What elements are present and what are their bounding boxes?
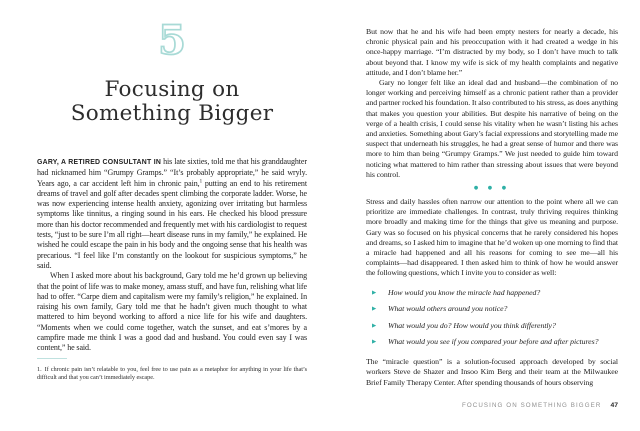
triangle-right-icon: ▶ bbox=[372, 289, 377, 296]
bullet-text: What would others around you notice? bbox=[388, 304, 508, 314]
triangle-right-icon: ▶ bbox=[372, 339, 377, 346]
left-body-text bbox=[37, 157, 307, 354]
paragraph-text: his late sixties, told me that his granddaughter had nicknamed him “Grumpy Gramps.” “It’s probably appropriate,” he said wryly. Years ago, a car accident left him in chronic pain, bbox=[37, 157, 307, 188]
bullet-text: What would you see if you compared your before and after pictures? bbox=[388, 337, 599, 347]
paragraph-text: putting an end to his retirement dreams of travel and golf after decades spent climbing the corporate ladder. Worse, he was now experiencing intense health anxiety, agonizing over irritating but harmless symptoms like tinnitus, a ringing sound in his ears. He checked his blood pressure more than his doctor recommended and frequently met with his cardiologist to request tests, “just to be sure I’m all right—heart disease runs in my family,” he explained. He wished he could escape the pain in his body and the ongoing sense that his health was precarious. “I feel like I’m constantly on the lookout for suspicious symptoms,” he said. bbox=[37, 178, 307, 270]
footnote-number: 1. bbox=[37, 366, 42, 373]
right-page bbox=[366, 0, 618, 431]
bullet-list bbox=[366, 288, 618, 348]
footnote-text: If chronic pain isn’t relatable to you, feel free to use pain as a metaphor for anything in your life that’s difficult and that you can’t immediately escape. bbox=[37, 366, 307, 382]
chapter-title-line-1: Focusing on bbox=[104, 77, 240, 102]
running-footer bbox=[366, 402, 618, 409]
body-paragraph: But now that he and his wife had been empty nesters for nearly a decade, his chronic physical pain and his preoccupation with it had created a wedge in his once-happy marriage. “I’m distracted by my body, so I don’t have much to talk about beyond that. I know my wife is sick of my health complaints and negative attitude, and I don’t blame her.” bbox=[366, 27, 618, 77]
left-page bbox=[37, 0, 307, 431]
bullet-text: How would you know the miracle had happened? bbox=[388, 287, 541, 297]
footnote-rule bbox=[37, 358, 67, 359]
footnote bbox=[37, 366, 307, 382]
chapter-title bbox=[37, 78, 307, 126]
footnote-area bbox=[37, 358, 307, 382]
chapter-number: 5 bbox=[158, 17, 186, 64]
body-paragraph bbox=[37, 157, 307, 271]
body-paragraph: When I asked more about his background, Gary told me he’d grown up believing that the point of life was to make money, amass stuff, and have fun, relishing what life had to offer. “Carpe diem and capitalism were my family’s religion,” he explained. In raising his own family, Gary told me that he hadn’t given much thought to what mattered to him beyond working to afford a nice life for his wife and daughters. “Moments when we could come together, watch the sunset, and eat s’mores by a campfire made me think I was a good dad and husband. You could even say I was content,” he said. bbox=[37, 271, 307, 353]
footer-running-head: FOCUSING ON SOMETHING BIGGER bbox=[462, 402, 602, 409]
body-paragraph: Gary no longer felt like an ideal dad and husband—the combination of no longer working and perceiving himself as a chronic patient rather than a provider and partner rocked his foundation. It also contributed to his stress, as does anything that makes you question your abilities. But despite his narrative of being on the verge of a health crisis, I could sense his vitality when he wasn’t listing his aches and anxieties. Something about Gary’s facial expressions and storytelling made me suspect that underneath his struggles, he had a great sense of humor and there was more to him than being “Grumpy Gramps.” We just needed to guide him toward noticing what mattered to him rather than stressing about issues that were beyond his control. bbox=[366, 78, 618, 179]
bullet-item bbox=[372, 337, 618, 347]
bullet-text: What would you do? How would you think differently? bbox=[388, 320, 556, 330]
body-paragraph: Stress and daily hassles often narrow our attention to the point where all we can prioritize are immediate challenges. In contrast, truly thriving requires thinking more broadly and making time for the things that give us meaning and purpose. Gary was so focused on his physical concerns that he rarely considered his hopes and dreams, so I asked him to imagine that he’d woken up one morning to find that a miracle had happened and all his reasons for coming to see me—all his complaints—had disappeared. I then asked him to think of how he would answer the following questions, which I invite you to consider as well: bbox=[366, 197, 618, 278]
section-break-dots-icon: ● ● ● bbox=[473, 185, 511, 192]
triangle-right-icon: ▶ bbox=[372, 322, 377, 329]
chapter-title-line-2: Something Bigger bbox=[70, 101, 274, 126]
paragraph-lead-in: GARY, A RETIRED CONSULTANT IN bbox=[37, 159, 162, 166]
bullet-item bbox=[372, 304, 618, 314]
footnote-reference: 1 bbox=[199, 178, 202, 184]
footer-page-number: 47 bbox=[610, 402, 618, 409]
bullet-item bbox=[372, 321, 618, 331]
triangle-right-icon: ▶ bbox=[372, 306, 377, 313]
bullet-item bbox=[372, 288, 618, 298]
body-paragraph: The “miracle question” is a solution-focused approach developed by social workers Steve de Shazer and Insoo Kim Berg and their team at the Milwaukee Brief Family Therapy Center. After spending thousands of hours observing bbox=[366, 357, 618, 387]
right-body-text bbox=[366, 27, 618, 388]
